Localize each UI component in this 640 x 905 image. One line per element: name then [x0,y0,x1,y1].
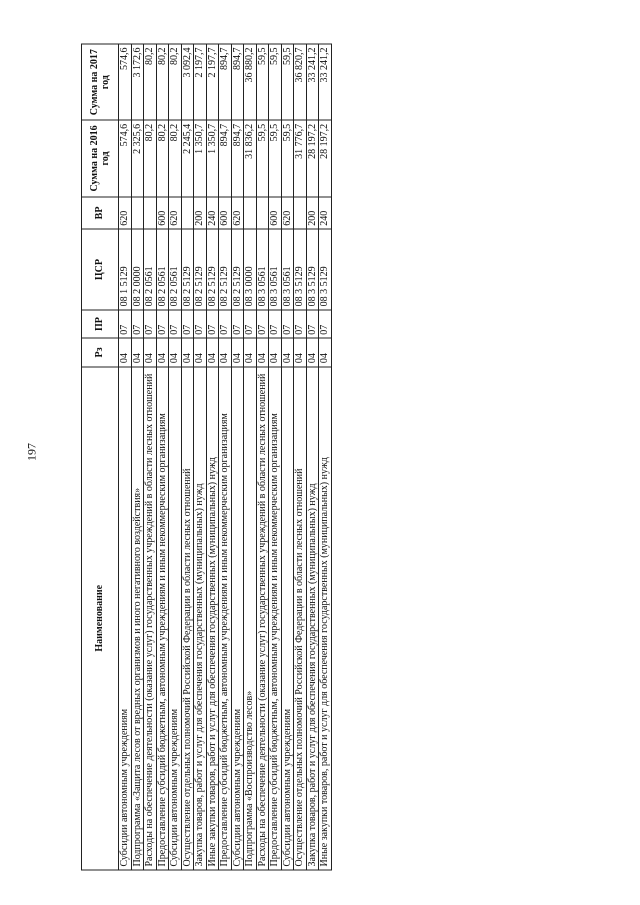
cell-rz: 04 [219,338,232,366]
budget-table [81,44,332,871]
cell-rz: 04 [231,338,244,366]
cell-rz: 04 [206,338,219,366]
cell-sum-2017: 36 880,2 [244,44,257,120]
cell-rz: 04 [281,338,294,366]
table-row [244,44,257,870]
cell-pr: 07 [144,310,157,338]
cell-sum-2017: 33 241,2 [306,44,319,120]
table-body [119,44,332,870]
cell-sum-2017: 80,2 [169,44,182,120]
cell-csr: 08 3 0561 [256,229,269,310]
cell-vr: 620 [231,197,244,230]
cell-sum-2016: 31 836,2 [244,120,257,196]
header-csr: ЦСР [82,229,119,310]
page-number: 197 [24,443,39,461]
cell-sum-2017: 59,5 [256,44,269,120]
cell-rz: 04 [269,338,282,366]
cell-sum-2017: 894,7 [219,44,232,120]
cell-pr: 07 [131,310,144,338]
cell-rz: 04 [256,338,269,366]
cell-csr: 08 3 5129 [319,229,332,310]
cell-pr: 07 [256,310,269,338]
cell-sum-2017: 80,2 [144,44,157,120]
cell-sum-2016: 894,7 [219,120,232,196]
cell-pr: 07 [306,310,319,338]
table-row [194,44,207,870]
table-row [156,44,169,870]
cell-sum-2016: 59,5 [269,120,282,196]
cell-pr: 07 [294,310,307,338]
table-row [181,44,194,870]
cell-csr: 08 1 5129 [119,229,132,310]
cell-vr: 600 [269,197,282,230]
cell-rz: 04 [131,338,144,366]
cell-csr: 08 2 0561 [169,229,182,310]
cell-csr: 08 2 5129 [181,229,194,310]
cell-sum-2017: 2 197,7 [206,44,219,120]
cell-vr [256,197,269,230]
cell-name: Субсидии автономным учреждениям [169,367,182,870]
cell-sum-2016: 59,5 [281,120,294,196]
cell-sum-2016: 80,2 [144,120,157,196]
cell-csr: 08 2 0000 [131,229,144,310]
cell-csr: 08 2 5129 [219,229,232,310]
cell-sum-2017: 2 197,7 [194,44,207,120]
cell-vr: 620 [281,197,294,230]
cell-name: Подпрограмма «Защита лесов от вредных организмов и иного негативного воздействия» [131,367,144,870]
cell-vr: 620 [119,197,132,230]
header-rz: Рз [82,338,119,366]
cell-pr: 07 [119,310,132,338]
cell-vr: 240 [319,197,332,230]
cell-vr: 600 [219,197,232,230]
cell-name: Расходы на обеспечение деятельности (оказание услуг) государственных учреждений в области лесных отношений [144,367,157,870]
table-row [256,44,269,870]
cell-name: Субсидии автономным учреждениям [231,367,244,870]
cell-csr: 08 2 0561 [144,229,157,310]
cell-csr: 08 3 5129 [294,229,307,310]
cell-name: Иные закупки товаров, работ и услуг для обеспечения государственных (муниципальных) нужд [319,367,332,870]
header-pr: ПР [82,310,119,338]
cell-sum-2017: 3 172,6 [131,44,144,120]
cell-sum-2016: 1 350,7 [206,120,219,196]
cell-sum-2016: 80,2 [169,120,182,196]
cell-vr: 200 [306,197,319,230]
cell-name: Субсидии автономным учреждениям [119,367,132,870]
cell-sum-2017: 59,5 [281,44,294,120]
cell-rz: 04 [244,338,257,366]
cell-csr: 08 2 5129 [206,229,219,310]
cell-vr [144,197,157,230]
table-row [219,44,232,870]
cell-vr [244,197,257,230]
cell-pr: 07 [319,310,332,338]
cell-pr: 07 [244,310,257,338]
table-row [131,44,144,870]
cell-name: Осуществление отдельных полномочий Российской Федерации в области лесных отношений [181,367,194,870]
cell-vr: 620 [169,197,182,230]
cell-name: Закупка товаров, работ и услуг для обеспечения государственных (муниципальных) нужд [194,367,207,870]
cell-vr [294,197,307,230]
table-row [206,44,219,870]
cell-rz: 04 [319,338,332,366]
table-row [231,44,244,870]
cell-sum-2017: 59,5 [269,44,282,120]
cell-sum-2017: 80,2 [156,44,169,120]
cell-csr: 08 2 5129 [231,229,244,310]
cell-vr [131,197,144,230]
cell-vr: 200 [194,197,207,230]
cell-rz: 04 [156,338,169,366]
cell-pr: 07 [269,310,282,338]
cell-sum-2016: 28 197,2 [319,120,332,196]
cell-rz: 04 [169,338,182,366]
cell-rz: 04 [306,338,319,366]
cell-csr: 08 3 5129 [306,229,319,310]
cell-name: Подпрограмма «Воспроизводство лесов» [244,367,257,870]
cell-sum-2017: 574,6 [119,44,132,120]
table-header-row [82,44,119,870]
cell-pr: 07 [169,310,182,338]
cell-pr: 07 [281,310,294,338]
cell-pr: 07 [156,310,169,338]
cell-sum-2016: 80,2 [156,120,169,196]
cell-csr: 08 3 0561 [269,229,282,310]
cell-name: Осуществление отдельных полномочий Российской Федерации в области лесных отношений [294,367,307,870]
table-row [144,44,157,870]
cell-csr: 08 2 0561 [156,229,169,310]
cell-sum-2017: 36 820,7 [294,44,307,120]
cell-rz: 04 [144,338,157,366]
cell-sum-2016: 2 245,4 [181,120,194,196]
cell-sum-2017: 3 092,4 [181,44,194,120]
header-sum-2017: Сумма на 2017 год [82,44,119,120]
cell-name: Предоставление субсидий бюджетным, автономным учреждениям и иным некоммерческим организациям [156,367,169,870]
cell-csr: 08 3 0561 [281,229,294,310]
cell-sum-2016: 31 776,7 [294,120,307,196]
cell-sum-2016: 1 350,7 [194,120,207,196]
table-row [294,44,307,870]
cell-rz: 04 [181,338,194,366]
cell-pr: 07 [206,310,219,338]
rotated-table-container [81,44,581,871]
cell-pr: 07 [181,310,194,338]
header-vr: ВР [82,197,119,230]
cell-name: Расходы на обеспечение деятельности (оказание услуг) государственных учреждений в области лесных отношений [256,367,269,870]
table-row [119,44,132,870]
cell-name: Закупка товаров, работ и услуг для обеспечения государственных (муниципальных) нужд [306,367,319,870]
cell-sum-2016: 2 325,6 [131,120,144,196]
cell-name: Иные закупки товаров, работ и услуг для обеспечения государственных (муниципальных) нужд [206,367,219,870]
cell-rz: 04 [194,338,207,366]
cell-rz: 04 [294,338,307,366]
cell-vr: 240 [206,197,219,230]
cell-pr: 07 [231,310,244,338]
cell-name: Предоставление субсидий бюджетным, автономным учреждениям и иным некоммерческим организациям [269,367,282,870]
cell-pr: 07 [219,310,232,338]
cell-sum-2016: 574,6 [119,120,132,196]
header-name: Наименование [82,367,119,870]
table-row [319,44,332,870]
cell-vr: 600 [156,197,169,230]
cell-name: Субсидии автономным учреждениям [281,367,294,870]
cell-sum-2016: 59,5 [256,120,269,196]
cell-sum-2016: 28 197,2 [306,120,319,196]
cell-vr [181,197,194,230]
cell-name: Предоставление субсидий бюджетным, автономным учреждениям и иным некоммерческим организациям [219,367,232,870]
cell-sum-2016: 894,7 [231,120,244,196]
cell-rz: 04 [119,338,132,366]
table-row [169,44,182,870]
cell-sum-2017: 33 241,2 [319,44,332,120]
table-row [269,44,282,870]
cell-csr: 08 3 0000 [244,229,257,310]
cell-csr: 08 2 5129 [194,229,207,310]
table-row [306,44,319,870]
table-row [281,44,294,870]
header-sum-2016: Сумма на 2016 год [82,120,119,196]
cell-sum-2017: 894,7 [231,44,244,120]
cell-pr: 07 [194,310,207,338]
